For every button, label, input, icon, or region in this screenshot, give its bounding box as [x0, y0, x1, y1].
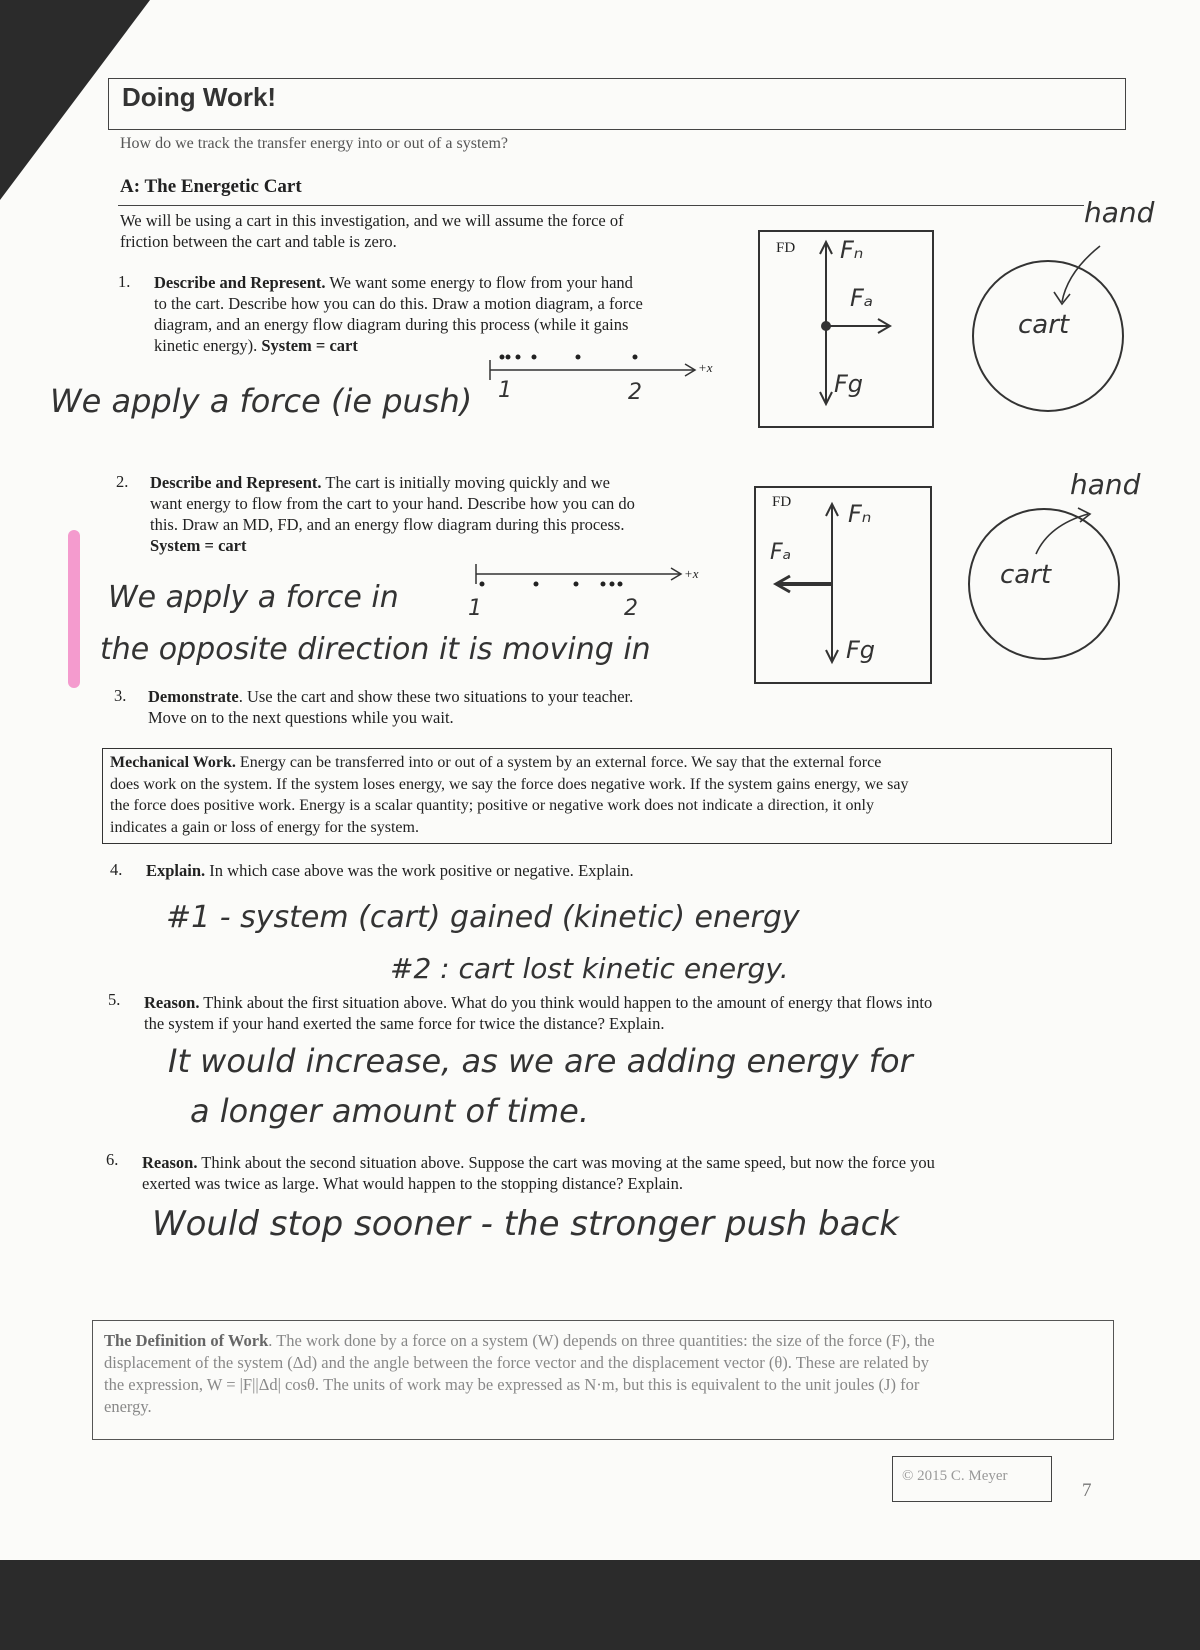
gravity-force-label: Fg: [846, 636, 876, 664]
gravity-force-label: Fg: [834, 370, 864, 398]
highlighter-mark: [68, 530, 80, 688]
normal-force-label: Fₙ: [848, 500, 872, 528]
axis-label: +x: [698, 360, 713, 375]
mechanical-work-text: Mechanical Work. Energy can be transferred into or out of a system by an external force. We say that the external force does work on the system. If the system loses energy, we say the force does negative work. If the system gains energy, we say the force does positive work. Energy is a scalar quantity; positive or negative work does not indicate a direction, it only indicates a gain or loss of energy for the system.: [110, 754, 909, 836]
answer-1: We apply a force (ie push): [50, 382, 473, 420]
section-intro: We will be using a cart in this investigation, and we will assume the force of friction between the cart and table is zero.: [120, 211, 624, 251]
section-heading: A: The Energetic Cart: [120, 176, 302, 197]
motion-diagram-2: [466, 558, 706, 608]
question-4-text: Explain. In which case above was the work positive or negative. Explain.: [146, 861, 634, 880]
hand-label: hand: [1070, 468, 1141, 501]
md-label-2: 2: [628, 380, 642, 405]
force-arrows-2: [756, 488, 926, 678]
question-3-text: Demonstrate. Use the cart and show these two situations to your teacher. Move on to the next questions while you wait.: [148, 687, 634, 727]
axis-label: +x: [684, 566, 699, 581]
normal-force-label: Fₙ: [840, 236, 864, 264]
copyright: © 2015 C. Meyer: [902, 1468, 1008, 1484]
page-subtitle: How do we track the transfer energy into or out of a system?: [120, 135, 509, 152]
fd-label: FD: [776, 240, 796, 256]
definition-text: The Definition of Work. The work done by a force on a system (W) depends on three quantities: the size of the force (F), the displacement of the system (Δd) and the angle between the force vector and the displacement vector (θ). These are related by the expression, W = |F||Δd| cosθ. The units of work may be expressed as N·m, but this is equivalent to the unit joules (J) for energy.: [104, 1331, 935, 1416]
answer-5-line-1: It would increase, as we are adding energy for: [168, 1042, 913, 1080]
cart-label: cart: [1000, 560, 1052, 590]
cart-label: cart: [1018, 310, 1070, 340]
motion-diagram-1: [480, 340, 720, 410]
answer-2-line-2: the opposite direction it is moving in: [100, 632, 651, 667]
hand-label: hand: [1084, 196, 1155, 229]
folded-corner: [0, 0, 150, 200]
question-2-text: Describe and Represent. The cart is initially moving quickly and we want energy to flow from the cart to your hand. Describe how you can do this. Draw an MD, FD, and an energy flow diagram during this process. System = cart: [150, 473, 635, 555]
page-title: Doing Work!: [122, 82, 277, 112]
scan-background: [0, 1560, 1200, 1650]
md-label-1: 1: [498, 378, 512, 403]
section-divider: [118, 205, 1084, 206]
question-number: 1.: [118, 272, 131, 291]
answer-6: Would stop sooner - the stronger push back: [152, 1204, 899, 1244]
answer-4-line-1: #1 - system (cart) gained (kinetic) energy: [166, 900, 800, 935]
question-number: 6.: [106, 1150, 119, 1169]
applied-force-label: Fₐ: [850, 284, 874, 312]
page-number: 7: [1082, 1480, 1092, 1501]
question-number: 4.: [110, 860, 123, 879]
fd-label: FD: [772, 494, 792, 510]
answer-5-line-2: a longer amount of time.: [190, 1092, 589, 1130]
question-number: 2.: [116, 472, 129, 491]
answer-4-line-2: #2 : cart lost kinetic energy.: [390, 952, 789, 985]
applied-force-label: Fₐ: [770, 540, 792, 565]
question-number: 5.: [108, 990, 121, 1009]
question-1-text: Describe and Represent. We want some energy to flow from your hand to the cart. Describe how you can do this. Draw a motion diagram, a force diagram, and an energy flow diagram during this process (while it gains kinetic energy). System = cart: [154, 273, 643, 355]
question-5-text: Reason. Think about the first situation above. What do you think would happen to the amount of energy that flows into the system if your hand exerted the same force for twice the distance? Explain.: [144, 993, 933, 1033]
question-6-text: Reason. Think about the second situation above. Suppose the cart was moving at the same speed, but now the force you exerted was twice as large. What would happen to the stopping distance? Explain.: [142, 1153, 935, 1193]
md-label-2: 2: [624, 596, 638, 621]
md-label-1: 1: [468, 596, 482, 621]
question-number: 3.: [114, 686, 127, 705]
answer-2-line-1: We apply a force in: [108, 580, 399, 615]
